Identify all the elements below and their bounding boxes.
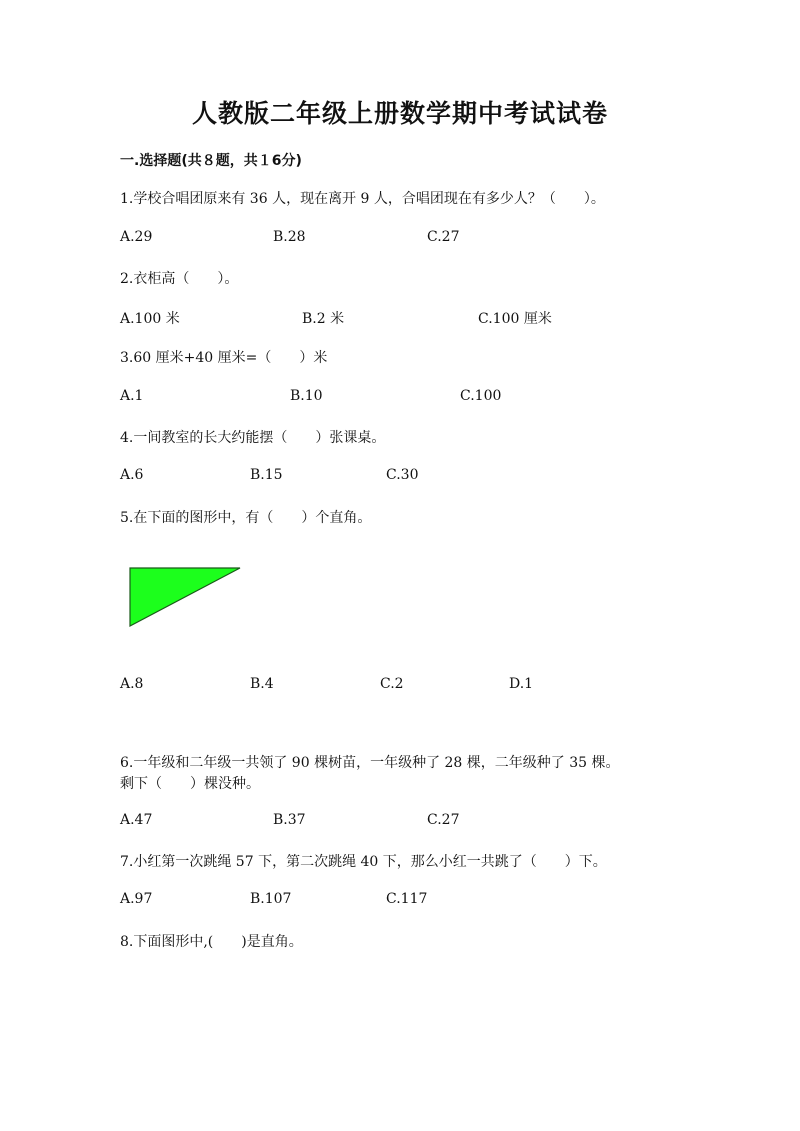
question-7-option-b: B.107 [250,891,292,907]
section-heading: 一.选择题(共８题，共１6分) [120,153,302,169]
question-1-text: 1.学校合唱团原来有 36 人，现在离开 9 人，合唱团现在有多少人？（ ）。 [120,191,605,207]
question-5-option-d: D.1 [509,676,534,692]
question-4-option-b: B.15 [250,467,283,483]
question-3-option-b: B.10 [290,388,323,404]
right-triangle-figure [124,562,244,632]
question-6-text-line2: 剩下（ ）棵没种。 [120,776,260,792]
question-8-text: 8.下面图形中,( )是直角。 [120,934,303,950]
question-7-option-c: C.117 [386,891,428,907]
question-2-text: 2.衣柜高（ ）。 [120,271,239,287]
question-3-option-c: C.100 [460,388,502,404]
question-1-option-a: A.29 [120,229,153,245]
question-2-option-c: C.100 厘米 [478,311,552,327]
question-5-option-b: B.4 [250,676,274,692]
question-2-option-a: A.100 米 [120,311,180,327]
question-4-option-a: A.6 [120,467,144,483]
question-1-option-c: C.27 [427,229,460,245]
question-2-option-b: B.2 米 [302,311,345,327]
question-3-option-a: A.1 [120,388,144,404]
question-7-option-a: A.97 [120,891,153,907]
question-4-option-c: C.30 [386,467,419,483]
question-5-option-c: C.2 [380,676,404,692]
question-5-option-a: A.8 [120,676,144,692]
question-7-text: 7.小红第一次跳绳 57 下，第二次跳绳 40 下，那么小红一共跳了（ ）下。 [120,854,607,870]
question-4-text: 4.一间教室的长大约能摆（ ）张课桌。 [120,430,386,446]
question-6-option-c: C.27 [427,812,460,828]
question-6-option-b: B.37 [273,812,306,828]
question-3-text: 3.60 厘米+40 厘米=（ ）米 [120,350,328,366]
question-1-option-b: B.28 [273,229,306,245]
right-triangle-shape [130,568,240,626]
question-6-option-a: A.47 [120,812,153,828]
question-5-text: 5.在下面的图形中，有（ ）个直角。 [120,510,372,526]
question-6-text-line1: 6.一年级和二年级一共领了 90 棵树苗，一年级种了 28 棵，二年级种了 35 棵。 [120,755,620,771]
page-title: 人教版二年级上册数学期中考试试卷 [191,99,608,128]
